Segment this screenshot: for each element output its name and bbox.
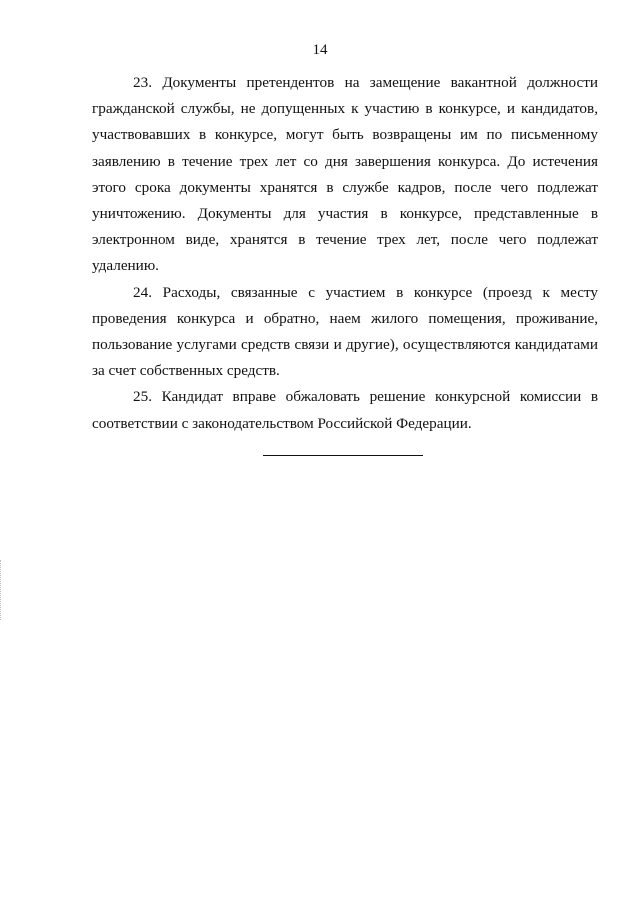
end-of-text-rule	[263, 455, 423, 456]
paragraph-24: 24. Расходы, связанные с участием в конкурсе (проезд к месту проведения конкурса и обратно, наем жилого помещения, проживание, пользование услугами средств связи и другие), осуществляются кандидатами за счет собственных средств.	[92, 283, 598, 380]
page-number: 14	[312, 42, 328, 58]
paragraph-25: 25. Кандидат вправе обжаловать решение конкурсной комиссии в соответствии с законодательством Российской Федерации.	[92, 388, 598, 432]
paragraph-23: 23. Документы претендентов на замещение вакантной должности гражданской службы, не допущенных к участию в конкурсе, и кандидатов, участвовавших в конкурсе, могут быть возвращены им по письменному заявлению в течение трех лет со дня завершения конкурса. До истечения этого срока документы хранятся в службе кадров, после чего подлежат уничтожению. Документы для участия в конкурсе, представленные в электронном виде, хранятся в течение трех лет, после чего подлежат удалению.	[92, 74, 598, 275]
scan-edge-mark	[0, 560, 3, 620]
document-body	[92, 70, 598, 437]
